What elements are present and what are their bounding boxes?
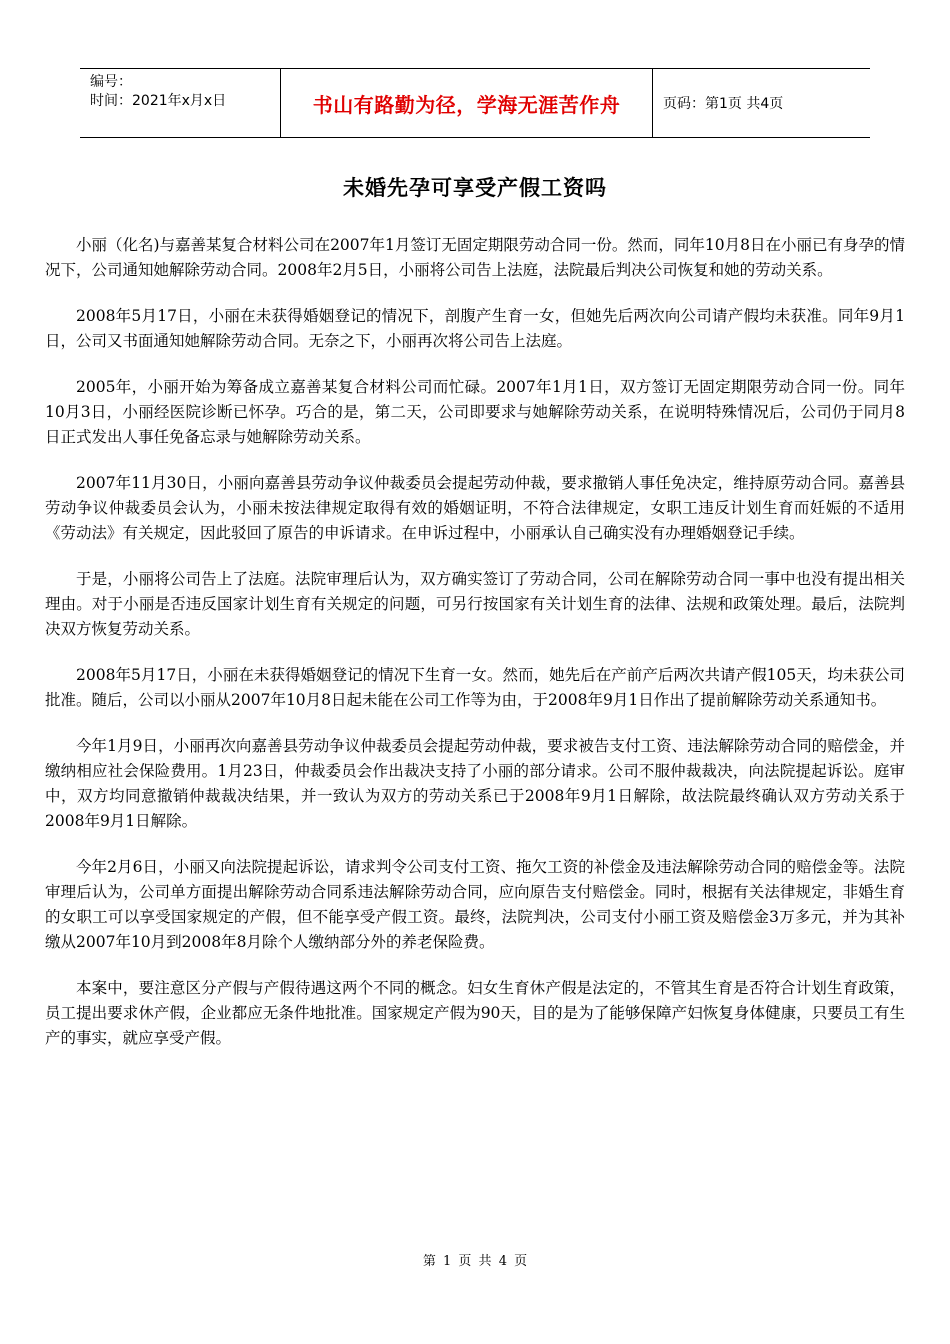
document-body <box>45 233 905 1072</box>
paragraph: 小丽（化名)与嘉善某复合材料公司在2007年1月签订无固定期限劳动合同一份。然而，同年10月8日在小丽已有身孕的情况下，公司通知她解除劳动合同。2008年2月5日，小丽将公司告上法庭，法院最后判决公司恢复和她的劳动关系。 <box>45 236 905 279</box>
document-date: 时间：2021年x月x日 <box>90 93 227 109</box>
document-number: 编号： <box>90 74 132 90</box>
header-page-info: 页码：第1页 共4页 <box>663 96 784 112</box>
paragraph: 今年2月6日，小丽又向法院提起诉讼，请求判令公司支付工资、拖欠工资的补偿金及违法解除劳动合同的赔偿金等。法院审理后认为，公司单方面提出解除劳动合同系违法解除劳动合同，应向原告支付赔偿金。同时，根据有关法律规定，非婚生育的女职工可以享受国家规定的产假，但不能享受产假工资。最终，法院判决，公司支付小丽工资及赔偿金3万多元，并为其补缴从2007年10月到2008年8月除个人缴纳部分外的养老保险费。 <box>45 858 905 951</box>
header-meta <box>80 69 281 137</box>
paragraph: 2008年5月17日，小丽在未获得婚姻登记的情况下生育一女。然而，她先后在产前产后两次共请产假105天，均未获公司批准。随后，公司以小丽从2007年10月8日起未能在公司工作等为由，于2008年9月1日作出了提前解除劳动关系通知书。 <box>45 666 905 709</box>
paragraph: 本案中，要注意区分产假与产假待遇这两个不同的概念。妇女生育休产假是法定的，不管其生育是否符合计划生育政策，员工提出要求休产假，企业都应无条件地批准。国家规定产假为90天，目的是为了能够保障产妇恢复身体健康，只要员工有生产的事实，就应享受产假。 <box>45 979 905 1047</box>
paragraph: 2005年，小丽开始为筹备成立嘉善某复合材料公司而忙碌。2007年1月1日，双方签订无固定期限劳动合同一份。同年10月3日，小丽经医院诊断已怀孕。巧合的是，第二天，公司即要求与她解除劳动关系，在说明特殊情况后，公司仍于同月8日正式发出人事任免备忘录与她解除劳动关系。 <box>45 378 905 446</box>
page-footer: 第 1 页 共 4 页 <box>422 1254 528 1269</box>
paragraph: 2007年11月30日，小丽向嘉善县劳动争议仲裁委员会提起劳动仲裁，要求撤销人事任免决定，维持原劳动合同。嘉善县劳动争议仲裁委员会认为，小丽未按法律规定取得有效的婚姻证明，不符合法律规定，女职工违反计划生育而妊娠的不适用 《劳动法》有关规定，因此驳回了原告的申诉请求。在申诉过程中，小丽承认自己确实没有办理婚姻登记手续。 <box>45 474 905 542</box>
paragraph: 于是，小丽将公司告上了法庭。法院审理后认为，双方确实签订了劳动合同，公司在解除劳动合同一事中也没有提出相关理由。对于小丽是否违反国家计划生育有关规定的问题，可另行按国家有关计划生育的法律、法规和政策处理。最后，法院判决双方恢复劳动关系。 <box>45 570 905 638</box>
paragraph: 今年1月9日，小丽再次向嘉善县劳动争议仲裁委员会提起劳动仲裁，要求被告支付工资、违法解除劳动合同的赔偿金，并缴纳相应社会保险费用。1月23日，仲裁委员会作出裁决支持了小丽的部分请求。公司不服仲裁裁决，向法院提起诉讼。庭审中，双方均同意撤销仲裁裁决结果，并一致认为双方的劳动关系已于2008年9月1日解除，故法院最终确认双方劳动关系于2008年9月1日解除。 <box>45 737 905 830</box>
document-title: 未婚先孕可享受产假工资吗 <box>343 176 607 200</box>
paragraph: 2008年5月17日，小丽在未获得婚姻登记的情况下，剖腹产生育一女，但她先后两次向公司请产假均未获准。同年9月1日，公司又书面通知她解除劳动合同。无奈之下，小丽再次将公司告上法庭。 <box>45 307 905 350</box>
document-header <box>80 68 870 138</box>
header-motto: 书山有路勤为径，学海无涯苦作舟 <box>281 69 653 137</box>
